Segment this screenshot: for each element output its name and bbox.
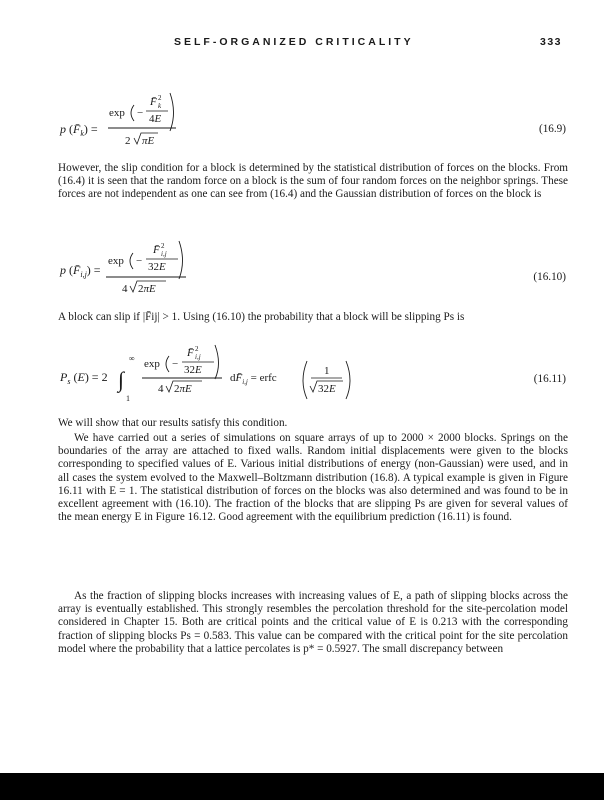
svg-text:1: 1	[324, 365, 330, 377]
svg-text:−: −	[172, 358, 179, 370]
svg-text:p (F̄i,j) =: p $(F̄_{i,j})$ =	[60, 263, 101, 279]
svg-text:1: 1	[126, 394, 130, 403]
svg-text:2πE: 2πE	[138, 283, 156, 295]
svg-text:2πE: 2πE	[174, 383, 192, 395]
equation-16-10	[58, 234, 568, 314]
svg-text:exp: exp	[108, 255, 124, 267]
equation-label: (16.11)	[533, 373, 566, 385]
svg-text:Ps (E) = 2: $P_s$ (E) = 2	[60, 370, 108, 386]
svg-text:32E: 32E	[318, 383, 336, 395]
svg-text:2: 2	[195, 345, 199, 353]
equation-16-11-formula	[58, 347, 458, 407]
svg-text:−: −	[136, 255, 143, 267]
svg-text:dF̄i,j = erfc: $dF̄_{i,j}$ = erfc	[230, 372, 277, 386]
paragraph: We will show that our results satisfy this condition.	[58, 417, 288, 429]
svg-text:F̄: F̄	[153, 244, 160, 256]
page-number: 333	[540, 36, 563, 48]
svg-text:2: 2	[161, 242, 165, 250]
svg-text:k: k	[158, 102, 162, 110]
paragraph: As the fraction of slipping blocks increases with increasing values of E, a path of slipping blocks across the array is eventually established. This strongly resembles the percolation threshold for the site-percolation model considered in Chapter 15. Both are critical points and the critical value of E is 0.213 with the corresponding fraction of slipping blocks Ps = 0.583. This value can be compared with the critical point for the site percolation model where the probability that a lattice percolates is p* = 0.5927. The small discrepancy between	[58, 590, 568, 655]
svg-text:4: 4	[158, 383, 164, 395]
equation-label: (16.10)	[533, 271, 566, 283]
svg-text:F̄: F̄	[187, 347, 194, 359]
svg-text:∫: ∫	[118, 367, 125, 392]
svg-text:p (F̄k) =: p $(F̄_k)$ =	[60, 122, 98, 138]
equation-label: (16.9)	[538, 123, 566, 135]
equation-16-9-formula	[58, 86, 418, 166]
svg-text:F̄: F̄	[150, 96, 157, 108]
svg-text:4E: 4E	[149, 113, 162, 125]
svg-text:∞: ∞	[129, 354, 135, 363]
svg-text:i,j: i,j	[161, 250, 167, 258]
svg-text:2: 2	[158, 94, 162, 102]
page-header	[0, 36, 604, 50]
svg-text:32E: 32E	[184, 364, 202, 376]
equation-16-9	[58, 86, 568, 166]
svg-text:i,j: i,j	[195, 353, 201, 361]
scan-edge-bar	[0, 773, 604, 800]
running-title: SELF-ORGANIZED CRITICALITY	[174, 36, 414, 48]
paragraph: However, the slip condition for a block is determined by the statistical distribution of forces on the blocks. From (16.4) it is seen that the random force on a block is the sum of four random forces on the neighbor springs. These forces are not independent as one can see from (16.4) and the Gaussian distribution of forces on the block is	[58, 162, 568, 201]
svg-text:exp: exp	[144, 358, 160, 370]
paragraph: We have carried out a series of simulations on square arrays of up to 2000 × 2000 blocks. Springs on the boundaries of the array are attached to fixed walls. Random initial displacements were given to the blocks corresponding to specified values of E. Various initial distributions of energy (non-Gaussian) were used, and in all cases the system evolved to the Maxwell–Boltzmann distribution (16.8). A typical example is given in Figure 16.11 with E = 1. The statistical distribution of forces on the blocks was also determined and was found to be in excellent agreement with (16.10). The fraction of the blocks that are slipping Ps are given for several values of the mean energy E in Figure 16.12. Good agreement with the equilibrium prediction (16.11) is found.	[58, 432, 568, 524]
svg-text:4: 4	[122, 283, 128, 295]
svg-text:πE: πE	[142, 135, 155, 147]
svg-text:2: 2	[125, 135, 131, 147]
svg-text:−: −	[137, 107, 144, 119]
equation-16-10-formula	[58, 234, 418, 314]
paragraph: A block can slip if |F̄ij| > 1. Using (16.10) the probability that a block will be slipping Ps is	[58, 311, 465, 323]
svg-text:32E: 32E	[148, 261, 166, 273]
equation-16-11	[58, 347, 568, 407]
svg-text:exp: exp	[109, 107, 125, 119]
